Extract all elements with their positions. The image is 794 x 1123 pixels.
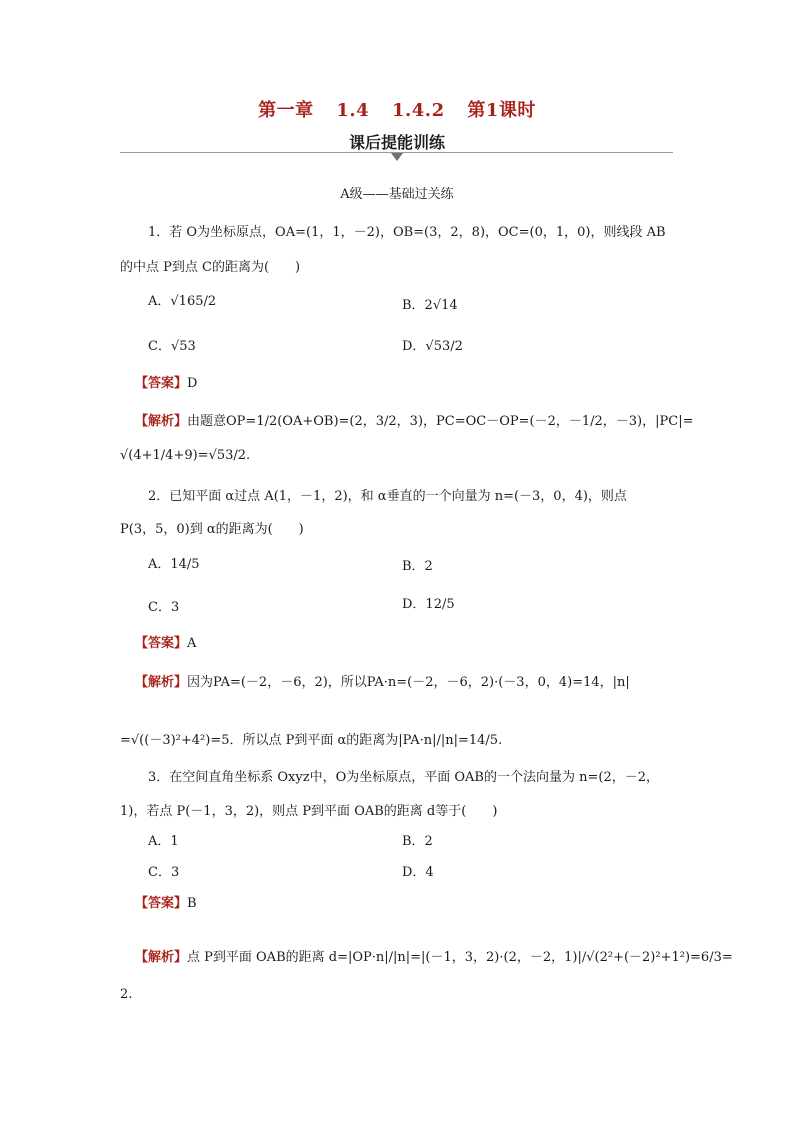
q2-analysis-text1: 因为PA=(－2，－6，2)，所以PA·n=(－2，－6，2)·(－3，0，4)=14，|n| — [187, 675, 630, 690]
q2-answer — [135, 632, 196, 651]
q3-option-b: B．2 — [402, 834, 433, 849]
q1-option-d: D．√53/2 — [402, 339, 463, 354]
q1-option-b: B．2√14 — [402, 298, 458, 313]
answer-tag: 【答案】 — [135, 636, 188, 651]
q2-stem-line2: P(3，5，0)到 α的距离为( ) — [120, 522, 304, 537]
q1-analysis-line1 — [135, 410, 693, 429]
q2-answer-value: A — [187, 636, 197, 651]
lesson-label: 第1课时 — [467, 100, 536, 121]
q1-stem-line2: 的中点 P到点 C的距离为( ) — [120, 260, 301, 275]
answer-tag: 【答案】 — [135, 376, 188, 391]
q2-option-d: D．12/5 — [402, 597, 455, 612]
q3-answer — [135, 892, 197, 911]
analysis-tag: 【解析】 — [135, 950, 188, 965]
q3-stem-line1: 3．在空间直角坐标系 Oxyz中，O为坐标原点，平面 OAB的一个法向量为 n=(2，－2， — [148, 770, 659, 785]
q2-option-c: C．3 — [148, 600, 180, 615]
level-heading: A级——基础过关练 — [340, 187, 454, 202]
q1-answer — [135, 372, 197, 391]
q1-option-c: C．√53 — [148, 339, 196, 354]
q3-option-a: A．1 — [148, 834, 179, 849]
q1-analysis-line2: √(4+1/4+9)=√53/2. — [120, 448, 251, 463]
q2-option-a: A．14/5 — [148, 557, 200, 572]
q3-analysis-line1 — [135, 946, 733, 965]
q3-option-d: D．4 — [402, 865, 434, 880]
q3-option-c: C．3 — [148, 865, 180, 880]
q3-stem-line2: 1)，若点 P(－1，3，2)，则点 P到平面 OAB的距离 d等于( ) — [120, 804, 498, 819]
analysis-tag: 【解析】 — [135, 675, 188, 690]
subsection-label: 1.4.2 — [391, 100, 445, 121]
page-subtitle: 课后提能训练 — [348, 133, 445, 152]
q2-stem-line1: 2．已知平面 α过点 A(1，－1，2)，和 α垂直的一个向量为 n=(－3，0，4)，则点 — [148, 489, 627, 504]
q2-analysis-line2: =√((－3)²+4²)=5．所以点 P到平面 α的距离为|PA·n|/|n|=14/5. — [120, 733, 503, 748]
q1-option-a: A．√165/2 — [148, 294, 217, 309]
q2-option-b: B．2 — [402, 559, 433, 574]
q3-analysis-text1: 点 P到平面 OAB的距离 d=|OP·n|/|n|=|(－1，3，2)·(2，－2，1)|/√(2²+(－2)²+1²)=6/3= — [187, 950, 733, 965]
q1-analysis-text1: 由题意OP=1/2(OA+OB)=(2，3/2，3)，PC=OC－OP=(－2，－1/2，－3)，|PC|= — [187, 414, 694, 429]
section-label: 1.4 — [336, 100, 370, 121]
q2-analysis-line1 — [135, 671, 630, 690]
q3-answer-value: B — [187, 896, 197, 911]
answer-tag: 【答案】 — [135, 896, 188, 911]
q1-stem-line1: 1．若 O为坐标原点，OA=(1，1，－2)，OB=(3，2，8)，OC=(0，1，0)，则线段 AB — [148, 225, 666, 240]
triangle-down-icon — [391, 153, 403, 161]
chapter-heading — [0, 96, 794, 122]
q3-analysis-line2: 2. — [120, 987, 133, 1002]
q1-answer-value: D — [187, 376, 198, 391]
analysis-tag: 【解析】 — [135, 414, 188, 429]
chapter-label: 第一章 — [258, 100, 314, 121]
